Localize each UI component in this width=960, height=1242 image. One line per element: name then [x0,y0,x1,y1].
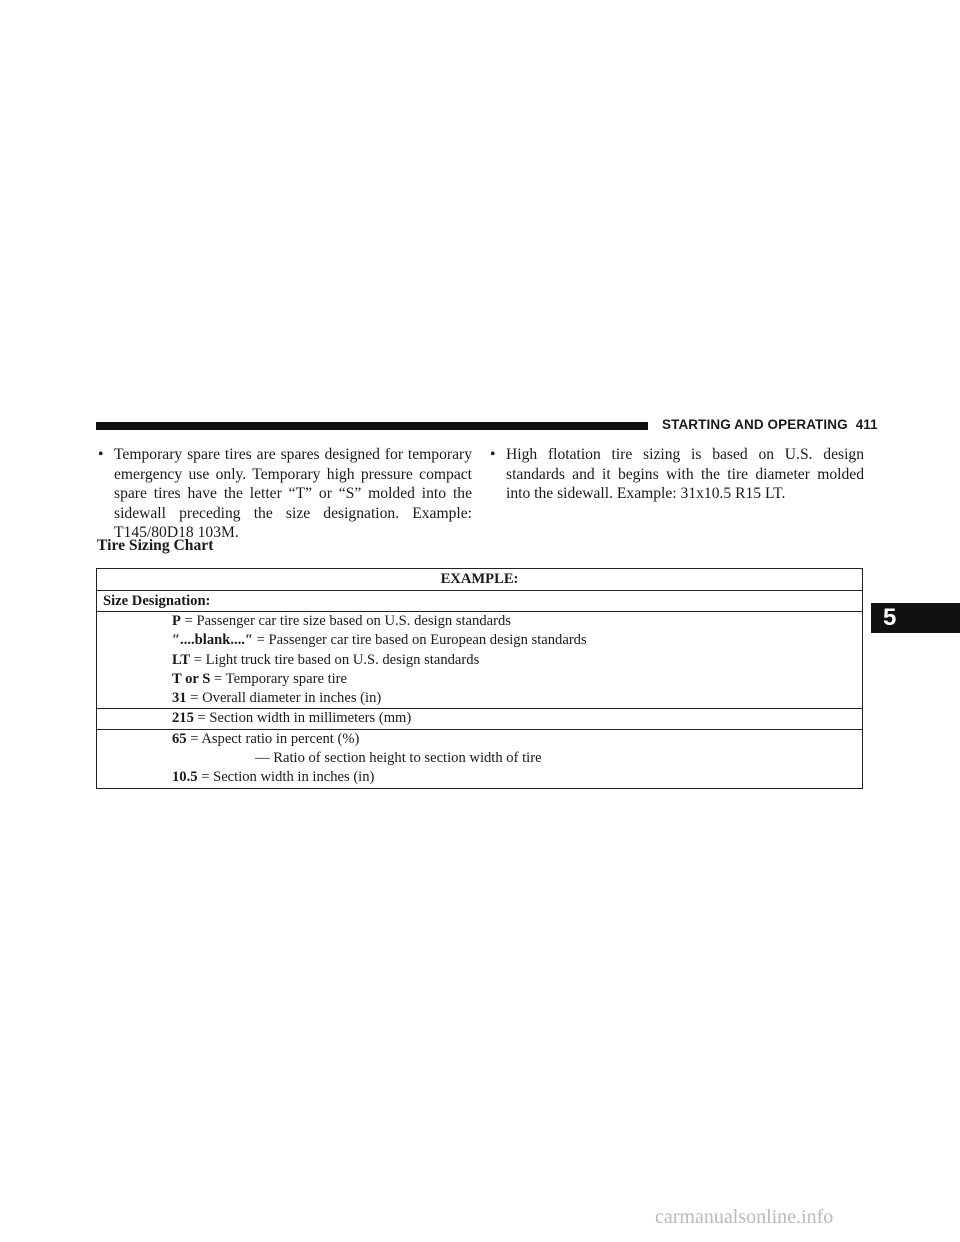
definition-line [97,709,862,728]
right-column [490,445,864,504]
definition-line [97,651,862,670]
section-heading: Tire Sizing Chart [97,537,214,554]
definition-text: = Section width in inches (in) [197,769,375,786]
bullet-temporary-spare [98,445,472,543]
left-column [98,445,472,543]
definition-term: LT [172,651,191,668]
bullet-text: High flotation tire sizing is based on U.S. design standards and it begins with the tire diameter molded into the sidewall. Example: 31x10.5 R15 LT. [506,446,864,502]
running-header-title: STARTING AND OPERATING [662,417,848,432]
bullet-icon: • [490,446,496,463]
table-cell-definitions [97,709,863,729]
header-rule [96,422,648,430]
chapter-number: 5 [883,604,897,631]
tire-sizing-table [96,568,863,789]
table-cell-definitions [97,729,863,788]
definition-line [97,730,862,749]
running-header [662,417,878,432]
definition-line [97,768,862,787]
definition-term: ″....blank....″ [172,632,254,649]
watermark: carmanualsonline.info [655,1206,834,1228]
definition-term: T or S [172,670,211,687]
definition-line [97,631,862,650]
page-number: 411 [855,417,878,432]
definition-text: = Overall diameter in inches (in) [186,690,382,707]
size-designation-row [97,591,863,612]
definition-line [97,612,862,631]
size-designation-label: Size Designation: [97,591,863,612]
table-row [97,709,863,729]
bullet-icon: • [98,446,104,463]
definition-term: 31 [172,690,187,707]
table-header-row [97,569,863,591]
bullet-high-flotation [490,445,864,504]
table-cell-definitions [97,612,863,709]
definition-term: 65 [172,730,187,747]
definition-term: 215 [172,710,194,727]
definition-line [97,670,862,689]
definition-term: P [172,613,181,629]
definition-line [97,689,862,708]
definition-text: = Aspect ratio in percent (%) [186,730,360,747]
definition-note: — Ratio of section height to section width of tire [255,750,542,767]
definition-text: = Light truck tire based on U.S. design standards [190,651,480,668]
definition-text: = Passenger car tire size based on U.S. design standards [180,613,511,629]
definition-text: = Temporary spare tire [210,670,348,687]
definition-text: = Section width in millimeters (mm) [193,710,412,727]
bullet-text: Temporary spare tires are spares designed for temporary emergency use only. Temporary high pressure compact spare tires have the letter “T” or “S” molded into the sidewall preceding the size designation. Example: T145/80D18 103M. [114,446,472,541]
table-row [97,729,863,788]
definition-term: 10.5 [172,769,198,786]
table-header-cell: EXAMPLE: [97,569,863,591]
table-row [97,612,863,709]
chapter-tab [871,603,960,633]
definition-text: = Passenger car tire based on European design standards [253,632,587,649]
